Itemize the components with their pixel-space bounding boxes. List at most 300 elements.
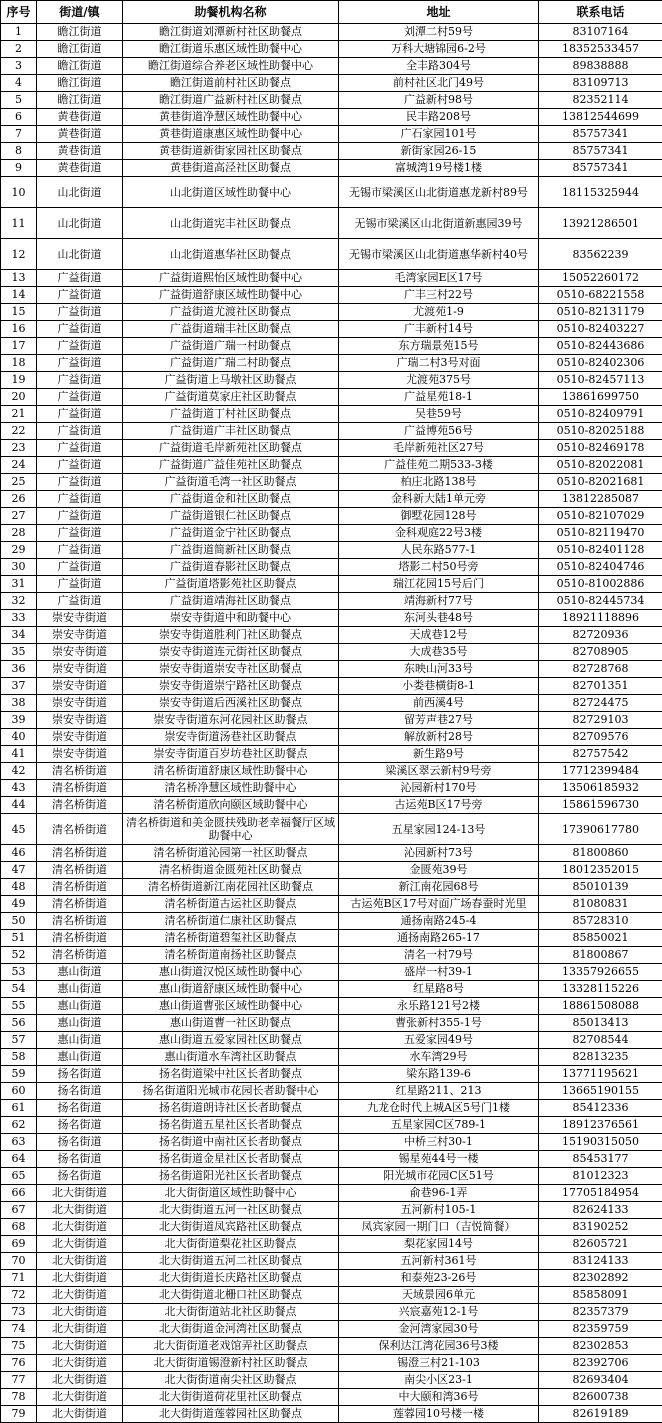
- cell-address: 广益星苑18-1: [339, 389, 539, 406]
- table-row: [1, 964, 662, 981]
- cell-street: 崇安寺街道: [37, 644, 123, 661]
- cell-street: 清名桥街道: [37, 896, 123, 913]
- cell-org-name: 广益街道广丰社区助餐点: [123, 423, 339, 440]
- table-row: [1, 780, 662, 797]
- table-row: [1, 109, 662, 126]
- cell-address: 前村社区北门49号: [339, 75, 539, 92]
- cell-phone: 82302853: [539, 1338, 662, 1355]
- cell-street: 黄巷街道: [37, 160, 123, 177]
- cell-org-name: 崇安寺街道崇安寺社区助餐点: [123, 661, 339, 678]
- cell-phone: 0510-82022081: [539, 457, 662, 474]
- cell-street: 崇安寺街道: [37, 661, 123, 678]
- cell-org-name: 北大街街道金河湾社区助餐点: [123, 1321, 339, 1338]
- cell-street: 清名桥街道: [37, 780, 123, 797]
- cell-street: 北大街街道: [37, 1406, 123, 1423]
- table-row: [1, 270, 662, 287]
- table-row: [1, 1049, 662, 1066]
- cell-phone: 82693404: [539, 1372, 662, 1389]
- cell-org-name: 广益街道瑞丰社区助餐点: [123, 321, 339, 338]
- cell-index: 56: [1, 1015, 37, 1032]
- table-row: [1, 491, 662, 508]
- cell-index: 14: [1, 287, 37, 304]
- cell-phone: 82392706: [539, 1355, 662, 1372]
- cell-address: 南尖小区23-1: [339, 1372, 539, 1389]
- cell-index: 15: [1, 304, 37, 321]
- cell-org-name: 惠山街道舒康区域性助餐中心: [123, 981, 339, 998]
- cell-index: 5: [1, 92, 37, 109]
- cell-address: 保利达江湾花园36号3楼: [339, 1338, 539, 1355]
- cell-phone: 18012352015: [539, 862, 662, 879]
- cell-phone: 0510-82457113: [539, 372, 662, 389]
- cell-address: 东河头巷48号: [339, 610, 539, 627]
- cell-street: 北大街街道: [37, 1372, 123, 1389]
- cell-org-name: 瞻江街道前村社区助餐点: [123, 75, 339, 92]
- cell-address: 曹张新村355-1号: [339, 1015, 539, 1032]
- cell-phone: 82357379: [539, 1304, 662, 1321]
- table-row: [1, 896, 662, 913]
- cell-street: 惠山街道: [37, 964, 123, 981]
- cell-address: 盛岸一村39-1: [339, 964, 539, 981]
- cell-org-name: 广益街道广瑞二村助餐点: [123, 355, 339, 372]
- cell-index: 65: [1, 1168, 37, 1185]
- table-row: [1, 729, 662, 746]
- cell-address: 中桥三村30-1: [339, 1134, 539, 1151]
- header-phone: 联系电话: [539, 1, 662, 24]
- table-row: [1, 1151, 662, 1168]
- cell-org-name: 北大街街道长庆路社区助餐点: [123, 1270, 339, 1287]
- cell-phone: 85412336: [539, 1100, 662, 1117]
- cell-phone: 82708544: [539, 1032, 662, 1049]
- table-row: [1, 1032, 662, 1049]
- table-row: [1, 712, 662, 729]
- cell-phone: 15861596730: [539, 797, 662, 814]
- table-row: [1, 1253, 662, 1270]
- cell-address: 瑞江花园15号后门: [339, 576, 539, 593]
- cell-street: 山北街道: [37, 239, 123, 270]
- cell-org-name: 清名桥街道碧玺社区助餐点: [123, 930, 339, 947]
- cell-phone: 82708905: [539, 644, 662, 661]
- cell-address: 无锡市梁溪区山北街道惠龙新村89号: [339, 177, 539, 208]
- cell-street: 清名桥街道: [37, 947, 123, 964]
- cell-address: 水车湾29号: [339, 1049, 539, 1066]
- cell-address: 广石家园101号: [339, 126, 539, 143]
- cell-address: 天域景园6单元: [339, 1287, 539, 1304]
- cell-address: 东方瑞景苑15号: [339, 338, 539, 355]
- table-row: [1, 998, 662, 1015]
- cell-street: 黄巷街道: [37, 126, 123, 143]
- cell-index: 55: [1, 998, 37, 1015]
- cell-phone: 0510-82409791: [539, 406, 662, 423]
- cell-index: 76: [1, 1355, 37, 1372]
- table-row: [1, 1338, 662, 1355]
- cell-index: 21: [1, 406, 37, 423]
- cell-org-name: 惠山街道水车湾社区助餐点: [123, 1049, 339, 1066]
- cell-phone: 82359759: [539, 1321, 662, 1338]
- cell-street: 广益街道: [37, 372, 123, 389]
- cell-org-name: 崇安寺街道胜利门社区助餐点: [123, 627, 339, 644]
- cell-street: 扬名街道: [37, 1168, 123, 1185]
- cell-index: 66: [1, 1185, 37, 1202]
- table-row: [1, 92, 662, 109]
- cell-org-name: 清名桥街道舒康区域性助餐中心: [123, 763, 339, 780]
- cell-org-name: 山北街道宪丰社区助餐点: [123, 208, 339, 239]
- cell-index: 54: [1, 981, 37, 998]
- cell-street: 清名桥街道: [37, 930, 123, 947]
- cell-index: 24: [1, 457, 37, 474]
- cell-org-name: 广益街道简新社区助餐点: [123, 542, 339, 559]
- table-row: [1, 930, 662, 947]
- cell-index: 79: [1, 1406, 37, 1423]
- cell-phone: 17712399484: [539, 763, 662, 780]
- cell-phone: 82352114: [539, 92, 662, 109]
- cell-address: 广瑞二村3号对面: [339, 355, 539, 372]
- cell-index: 53: [1, 964, 37, 981]
- cell-address: 靖海新村77号: [339, 593, 539, 610]
- table-row: [1, 1236, 662, 1253]
- cell-phone: 18912376561: [539, 1117, 662, 1134]
- cell-phone: 81800860: [539, 845, 662, 862]
- cell-org-name: 广益街道靖海社区助餐点: [123, 593, 339, 610]
- cell-org-name: 惠山街道曹一社区助餐点: [123, 1015, 339, 1032]
- cell-street: 崇安寺街道: [37, 695, 123, 712]
- table-row: [1, 338, 662, 355]
- cell-street: 北大街街道: [37, 1253, 123, 1270]
- cell-phone: 85757341: [539, 126, 662, 143]
- cell-index: 75: [1, 1338, 37, 1355]
- cell-index: 68: [1, 1219, 37, 1236]
- cell-org-name: 山北街道区域性助餐中心: [123, 177, 339, 208]
- cell-street: 北大街街道: [37, 1389, 123, 1406]
- cell-street: 崇安寺街道: [37, 712, 123, 729]
- cell-phone: 0510-82119470: [539, 525, 662, 542]
- cell-index: 31: [1, 576, 37, 593]
- cell-org-name: 瞻江街道刘潭新村社区助餐点: [123, 24, 339, 41]
- cell-phone: 89838888: [539, 58, 662, 75]
- cell-address: 广丰新村14号: [339, 321, 539, 338]
- table-row: [1, 576, 662, 593]
- cell-street: 北大街街道: [37, 1355, 123, 1372]
- cell-index: 6: [1, 109, 37, 126]
- cell-address: 金匮苑39号: [339, 862, 539, 879]
- cell-street: 广益街道: [37, 542, 123, 559]
- table-row: [1, 58, 662, 75]
- cell-index: 74: [1, 1321, 37, 1338]
- cell-phone: 82624133: [539, 1202, 662, 1219]
- cell-address: 古运苑B区17号对面广场春蚕时光里: [339, 896, 539, 913]
- cell-org-name: 广益街道塔影苑社区助餐点: [123, 576, 339, 593]
- cell-org-name: 扬名街道朗诗社区长者助餐点: [123, 1100, 339, 1117]
- cell-phone: 82720936: [539, 627, 662, 644]
- cell-address: 天成巷12号: [339, 627, 539, 644]
- cell-street: 北大街街道: [37, 1304, 123, 1321]
- cell-address: 无锡市梁溪区山北街道惠华新村40号: [339, 239, 539, 270]
- cell-address: 广益新村98号: [339, 92, 539, 109]
- cell-address: 五爱家园49号: [339, 1032, 539, 1049]
- cell-index: 2: [1, 41, 37, 58]
- cell-index: 51: [1, 930, 37, 947]
- cell-index: 47: [1, 862, 37, 879]
- table-row: [1, 1321, 662, 1338]
- cell-org-name: 扬名街道金星社区长者助餐点: [123, 1151, 339, 1168]
- cell-phone: 82709576: [539, 729, 662, 746]
- cell-index: 37: [1, 678, 37, 695]
- cell-street: 惠山街道: [37, 1032, 123, 1049]
- table-row: [1, 1015, 662, 1032]
- cell-index: 61: [1, 1100, 37, 1117]
- cell-index: 7: [1, 126, 37, 143]
- cell-index: 19: [1, 372, 37, 389]
- table-row: [1, 1202, 662, 1219]
- cell-phone: 82302892: [539, 1270, 662, 1287]
- cell-phone: 82813235: [539, 1049, 662, 1066]
- cell-street: 瞻江街道: [37, 24, 123, 41]
- cell-org-name: 瞻江街道广益新村社区助餐点: [123, 92, 339, 109]
- cell-phone: 13665190155: [539, 1083, 662, 1100]
- cell-street: 清名桥街道: [37, 763, 123, 780]
- table-row: [1, 321, 662, 338]
- cell-phone: 0510-82402306: [539, 355, 662, 372]
- cell-street: 广益街道: [37, 270, 123, 287]
- cell-street: 清名桥街道: [37, 797, 123, 814]
- cell-address: 御墅花园128号: [339, 508, 539, 525]
- cell-index: 27: [1, 508, 37, 525]
- cell-street: 惠山街道: [37, 1049, 123, 1066]
- cell-street: 瞻江街道: [37, 92, 123, 109]
- cell-org-name: 清名桥街道和美金匮扶残助老幸福餐厅区域助餐中心: [123, 814, 339, 845]
- cell-index: 35: [1, 644, 37, 661]
- cell-street: 广益街道: [37, 508, 123, 525]
- cell-index: 38: [1, 695, 37, 712]
- table-row: [1, 177, 662, 208]
- table-row: [1, 542, 662, 559]
- table-row: [1, 1066, 662, 1083]
- header-index: 序号: [1, 1, 37, 24]
- table-row: [1, 610, 662, 627]
- cell-org-name: 北大街街道凤宾路社区助餐点: [123, 1219, 339, 1236]
- table-row: [1, 1168, 662, 1185]
- cell-index: 34: [1, 627, 37, 644]
- cell-address: 中大颐和湾36号: [339, 1389, 539, 1406]
- cell-phone: 81080831: [539, 896, 662, 913]
- cell-org-name: 瞻江街道综合养老区域性助餐中心: [123, 58, 339, 75]
- cell-index: 49: [1, 896, 37, 913]
- cell-org-name: 黄巷街道新街家园社区助餐点: [123, 143, 339, 160]
- table-row: [1, 695, 662, 712]
- cell-street: 广益街道: [37, 423, 123, 440]
- cell-address: 万科大塘锦园6-2号: [339, 41, 539, 58]
- table-row: [1, 440, 662, 457]
- cell-org-name: 北大街街道站北社区助餐点: [123, 1304, 339, 1321]
- table-row: [1, 1406, 662, 1423]
- cell-index: 4: [1, 75, 37, 92]
- cell-address: 梨花家园14号: [339, 1236, 539, 1253]
- cell-street: 清名桥街道: [37, 845, 123, 862]
- cell-phone: 85850021: [539, 930, 662, 947]
- cell-index: 73: [1, 1304, 37, 1321]
- cell-index: 67: [1, 1202, 37, 1219]
- cell-index: 32: [1, 593, 37, 610]
- cell-phone: 13771195621: [539, 1066, 662, 1083]
- cell-address: 广丰三村22号: [339, 287, 539, 304]
- table-row: [1, 1100, 662, 1117]
- cell-address: 凤宾家园一期门口（吉悦简餐）: [339, 1219, 539, 1236]
- cell-org-name: 扬名街道阳光城市花园长者助餐中心: [123, 1083, 339, 1100]
- cell-phone: 13357926655: [539, 964, 662, 981]
- table-body: [1, 24, 662, 1423]
- table-row: [1, 763, 662, 780]
- cell-phone: 0510-82401128: [539, 542, 662, 559]
- cell-phone: 0510-82403227: [539, 321, 662, 338]
- table-row: [1, 1389, 662, 1406]
- cell-index: 71: [1, 1270, 37, 1287]
- cell-org-name: 崇安寺街道百岁坊巷社区助餐点: [123, 746, 339, 763]
- cell-street: 广益街道: [37, 559, 123, 576]
- cell-phone: 85757341: [539, 143, 662, 160]
- header-address: 地址: [339, 1, 539, 24]
- cell-org-name: 清名桥净慧区域性助餐中心: [123, 780, 339, 797]
- cell-phone: 83562239: [539, 239, 662, 270]
- cell-index: 77: [1, 1372, 37, 1389]
- cell-phone: 83124133: [539, 1253, 662, 1270]
- cell-org-name: 清名桥街道南扬社区助餐点: [123, 947, 339, 964]
- cell-phone: 0510-82445734: [539, 593, 662, 610]
- cell-street: 广益街道: [37, 321, 123, 338]
- cell-phone: 18115325944: [539, 177, 662, 208]
- cell-phone: 82757542: [539, 746, 662, 763]
- cell-index: 13: [1, 270, 37, 287]
- cell-org-name: 惠山街道五爱家园社区助餐点: [123, 1032, 339, 1049]
- cell-address: 永乐路121号2楼: [339, 998, 539, 1015]
- cell-street: 北大街街道: [37, 1219, 123, 1236]
- cell-index: 45: [1, 814, 37, 845]
- cell-phone: 0510-81002886: [539, 576, 662, 593]
- cell-phone: 0510-82443686: [539, 338, 662, 355]
- cell-street: 广益街道: [37, 474, 123, 491]
- cell-phone: 81800867: [539, 947, 662, 964]
- cell-index: 29: [1, 542, 37, 559]
- cell-address: 俞巷96-1弄: [339, 1185, 539, 1202]
- table-row: [1, 1134, 662, 1151]
- table-row: [1, 239, 662, 270]
- cell-phone: 85757341: [539, 160, 662, 177]
- cell-org-name: 北大街街道北栅口社区助餐点: [123, 1287, 339, 1304]
- cell-street: 北大街街道: [37, 1321, 123, 1338]
- cell-org-name: 扬名街道梁中社区长者助餐点: [123, 1066, 339, 1083]
- cell-org-name: 北大街街道五河二社区助餐点: [123, 1253, 339, 1270]
- cell-org-name: 清名桥街道新江南花园社区助餐点: [123, 879, 339, 896]
- cell-street: 广益街道: [37, 304, 123, 321]
- cell-street: 清名桥街道: [37, 879, 123, 896]
- cell-org-name: 广益街道丁村社区助餐点: [123, 406, 339, 423]
- cell-street: 惠山街道: [37, 981, 123, 998]
- cell-address: 红星路211、213: [339, 1083, 539, 1100]
- table-row: [1, 845, 662, 862]
- cell-address: 清名一村79号: [339, 947, 539, 964]
- cell-phone: 85013413: [539, 1015, 662, 1032]
- table-row: [1, 474, 662, 491]
- cell-street: 崇安寺街道: [37, 627, 123, 644]
- cell-street: 清名桥街道: [37, 862, 123, 879]
- table-row: [1, 525, 662, 542]
- cell-phone: 0510-82107029: [539, 508, 662, 525]
- cell-index: 59: [1, 1066, 37, 1083]
- cell-address: 五星家园C区789-1: [339, 1117, 539, 1134]
- cell-address: 广益博苑56号: [339, 423, 539, 440]
- cell-street: 广益街道: [37, 457, 123, 474]
- cell-address: 民丰路208号: [339, 109, 539, 126]
- cell-address: 通扬南路245-4: [339, 913, 539, 930]
- cell-index: 11: [1, 208, 37, 239]
- cell-address: 新街家园26-15: [339, 143, 539, 160]
- cell-address: 富城湾19号楼1楼: [339, 160, 539, 177]
- cell-phone: 18921118896: [539, 610, 662, 627]
- table-row: [1, 75, 662, 92]
- cell-address: 金科观庭22号3楼: [339, 525, 539, 542]
- cell-street: 山北街道: [37, 208, 123, 239]
- cell-address: 新生路9号: [339, 746, 539, 763]
- cell-org-name: 惠山街道曹张区域性助餐中心: [123, 998, 339, 1015]
- cell-address: 五河新村361号: [339, 1253, 539, 1270]
- cell-phone: 83190252: [539, 1219, 662, 1236]
- cell-phone: 15190315050: [539, 1134, 662, 1151]
- cell-address: 尤渡苑375号: [339, 372, 539, 389]
- table-row: [1, 372, 662, 389]
- cell-street: 广益街道: [37, 338, 123, 355]
- cell-address: 人民东路577-1: [339, 542, 539, 559]
- cell-address: 和泰苑23-26号: [339, 1270, 539, 1287]
- cell-org-name: 黄巷街道康惠区域性助餐中心: [123, 126, 339, 143]
- cell-index: 18: [1, 355, 37, 372]
- cell-street: 广益街道: [37, 491, 123, 508]
- cell-street: 扬名街道: [37, 1066, 123, 1083]
- cell-index: 58: [1, 1049, 37, 1066]
- header-org-name: 助餐机构名称: [123, 1, 339, 24]
- cell-address: 五星家园124-13号: [339, 814, 539, 845]
- cell-street: 瞻江街道: [37, 75, 123, 92]
- cell-address: 阳光城市花园C区51号: [339, 1168, 539, 1185]
- cell-org-name: 广益街道金宁社区助餐点: [123, 525, 339, 542]
- cell-phone: 13506185932: [539, 780, 662, 797]
- cell-phone: 81012323: [539, 1168, 662, 1185]
- cell-address: 前西溪4号: [339, 695, 539, 712]
- cell-phone: 0510-82025188: [539, 423, 662, 440]
- cell-index: 22: [1, 423, 37, 440]
- cell-street: 北大街街道: [37, 1202, 123, 1219]
- cell-phone: 0510-82131179: [539, 304, 662, 321]
- cell-index: 1: [1, 24, 37, 41]
- cell-index: 12: [1, 239, 37, 270]
- cell-phone: 13921286501: [539, 208, 662, 239]
- cell-index: 72: [1, 1287, 37, 1304]
- cell-org-name: 山北街道惠华社区助餐点: [123, 239, 339, 270]
- table-row: [1, 644, 662, 661]
- cell-org-name: 广益街道舒康区域性助餐中心: [123, 287, 339, 304]
- cell-phone: 82728768: [539, 661, 662, 678]
- cell-org-name: 北大街街道梨花社区助餐点: [123, 1236, 339, 1253]
- cell-org-name: 广益街道毛岸新苑社区助餐点: [123, 440, 339, 457]
- table-row: [1, 423, 662, 440]
- cell-org-name: 广益街道春影社区助餐点: [123, 559, 339, 576]
- table-row: [1, 593, 662, 610]
- cell-org-name: 广益街道熙怡区域性助餐中心: [123, 270, 339, 287]
- cell-org-name: 北大街街道莲蓉园社区助餐点: [123, 1406, 339, 1423]
- table-row: [1, 304, 662, 321]
- table-row: [1, 862, 662, 879]
- cell-index: 28: [1, 525, 37, 542]
- cell-index: 44: [1, 797, 37, 814]
- cell-index: 60: [1, 1083, 37, 1100]
- table-row: [1, 160, 662, 177]
